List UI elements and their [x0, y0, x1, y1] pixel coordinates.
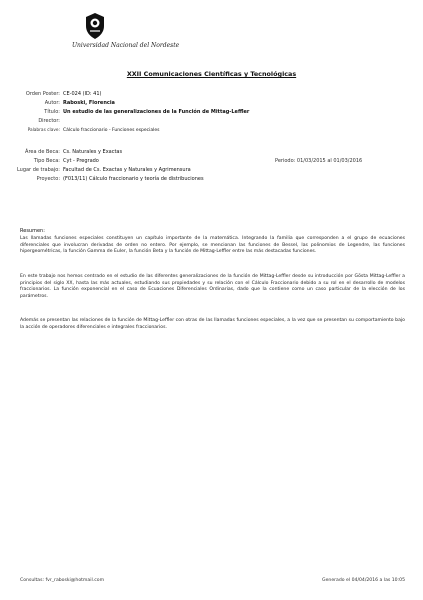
field-value: CE-024 (ID: 41) [63, 91, 102, 97]
resumen-paragraph-3: Además se presentan las relaciones de la función de Mittag-Leffler con otras de las llamadas funciones especiales, a la vez que se presentan su comportamiento bajo la acción de operadores diferenciales e integrales fraccionarios. [20, 318, 405, 330]
field-label: Palabras clave: [27, 128, 60, 133]
footer-contact: Consultas: fvr_raboski@hotmail.com [20, 578, 105, 583]
field-label: Autor: [44, 100, 60, 106]
conference-title: XXII Comunicaciones Científicas y Tecnológicas [126, 70, 297, 78]
field-value: (F013/11) Cálculo fraccionario y teoría de distribuciones [63, 176, 204, 182]
field-value: Cálculo fraccionario - Funciones especiales [63, 128, 160, 133]
field-value: Cyt - Pregrado [63, 158, 99, 164]
field-label: Área de Beca: [25, 149, 60, 155]
field-value: Cs. Naturales y Exactas [63, 149, 123, 155]
field-label: Orden Poster: [25, 91, 60, 97]
footer-generated: Generado el 04/04/2016 a las 10:05 [322, 578, 405, 583]
field-value: Un estudio de las generalizaciones de la Función de Mittag-Leffler [63, 109, 250, 115]
field-label: Lugar de trabajo: [16, 167, 60, 173]
periodo-text: Periodo: 01/03/2015 al 01/03/2016 [275, 158, 363, 164]
field-value: Facultad de Cs. Exactas y Naturales y Agrimensura [63, 167, 191, 173]
field-label: Proyecto: [36, 176, 60, 182]
resumen-paragraph-1: Las llamadas funciones especiales constituyen un capítulo importante de la matemática. Integrando la familia que corresponden a el grupo de ecuaciones diferenciales que involucran derivadas de orden no entero. Por ejemplo, se mencionan las funciones de Bessel, las polinomios de Legendre, las funciones hipergeométricas, la función Gamma de Euler, la función Beta y la función de Mittag-Leffler entre las más destacadas funciones. [20, 236, 405, 255]
resumen-heading: Resumen: [20, 228, 45, 234]
field-label: Tipo Beca: [33, 158, 60, 164]
logo-text: Universidad Nacional del Nordeste [72, 42, 180, 49]
field-value: Raboski, Florencia [63, 100, 115, 106]
university-logo [72, 12, 180, 64]
resumen-paragraph-2: En este trabajo nos hemos centrado en el estudio de las diferentes generalizaciones de la función de Mittag-Leffler desde su introducción por Gösta Mittag-Leffler a principios del siglo XX, hasta las más actuales, estudiando sus propiedades y su relación con el Cálculo Fraccionario debido a su rol en el desarrollo de modelos fraccionarios. La función exponencial en el caso de Ecuaciones Diferenciales Ordinarias, dado que la contiene como un caso particular de la elección de los parámetros. [20, 274, 405, 299]
field-label: Director: [38, 118, 60, 124]
field-label: Título: [44, 109, 60, 115]
university-seal-icon [84, 12, 106, 40]
